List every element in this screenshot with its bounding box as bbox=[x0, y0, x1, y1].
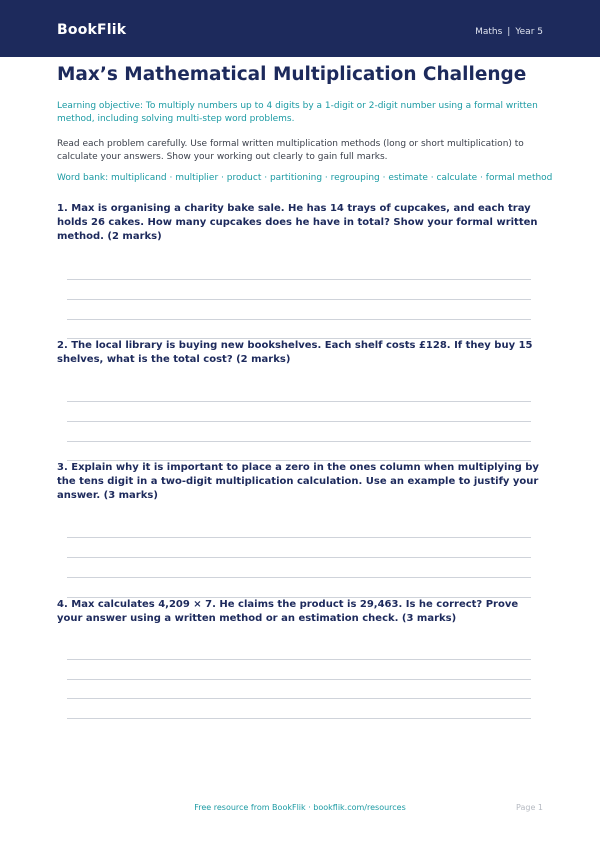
brand-logo[interactable]: BookFlik bbox=[57, 22, 127, 38]
footer-resource-link[interactable]: Free resource from BookFlik · bookflik.com/resources bbox=[194, 803, 406, 812]
answer-line[interactable] bbox=[67, 698, 531, 699]
breadcrumb-separator: | bbox=[507, 27, 511, 37]
page-header bbox=[0, 0, 600, 57]
learning-objective: Learning objective: To multiply numbers up to 4 digits by a 1-digit or 2-digit number using a formal written method, including solving multi-step word problems. bbox=[57, 101, 538, 124]
answer-line[interactable] bbox=[67, 659, 531, 660]
question-4: 4. Max calculates 4,209 × 7. He claims the product is 29,463. Is he correct? Prove your answer using a written method or an estimation check. (3 marks) bbox=[57, 599, 519, 624]
question-1: 1. Max is organising a charity bake sale. He has 14 trays of cupcakes, and each tray holds 26 cakes. How many cupcakes does he have in total? Show your formal written method. (2 marks) bbox=[57, 203, 538, 242]
answer-line[interactable] bbox=[67, 421, 531, 422]
answer-line[interactable] bbox=[67, 679, 531, 680]
answer-line[interactable] bbox=[67, 279, 531, 280]
answer-line[interactable] bbox=[67, 557, 531, 558]
instructions-text: Read each problem carefully. Use formal written multiplication methods (long or short multiplication) to calculate your answers. Show your working out clearly to gain full marks. bbox=[57, 139, 524, 162]
question-3: 3. Explain why it is important to place a zero in the ones column when multiplying by the tens digit in a two-digit multiplication calculation. Use an example to justify your answer. (3 marks) bbox=[57, 462, 539, 501]
answer-line[interactable] bbox=[67, 319, 531, 320]
answer-line[interactable] bbox=[67, 401, 531, 402]
subject-breadcrumb bbox=[475, 27, 543, 37]
answer-line[interactable] bbox=[67, 718, 531, 719]
subject-label: Maths bbox=[475, 27, 503, 37]
answer-line[interactable] bbox=[67, 577, 531, 578]
worksheet-title: Max’s Mathematical Multiplication Challenge bbox=[57, 64, 527, 85]
answer-line[interactable] bbox=[67, 441, 531, 442]
answer-line[interactable] bbox=[67, 299, 531, 300]
page-number: Page 1 bbox=[516, 803, 543, 812]
year-label: Year 5 bbox=[515, 27, 543, 37]
word-bank: Word bank: multiplicand · multiplier · product · partitioning · regrouping · estimate · calculate · formal method bbox=[57, 173, 553, 183]
question-2: 2. The local library is buying new bookshelves. Each shelf costs £128. If they buy 15 shelves, what is the total cost? (2 marks) bbox=[57, 340, 533, 365]
answer-line[interactable] bbox=[67, 537, 531, 538]
